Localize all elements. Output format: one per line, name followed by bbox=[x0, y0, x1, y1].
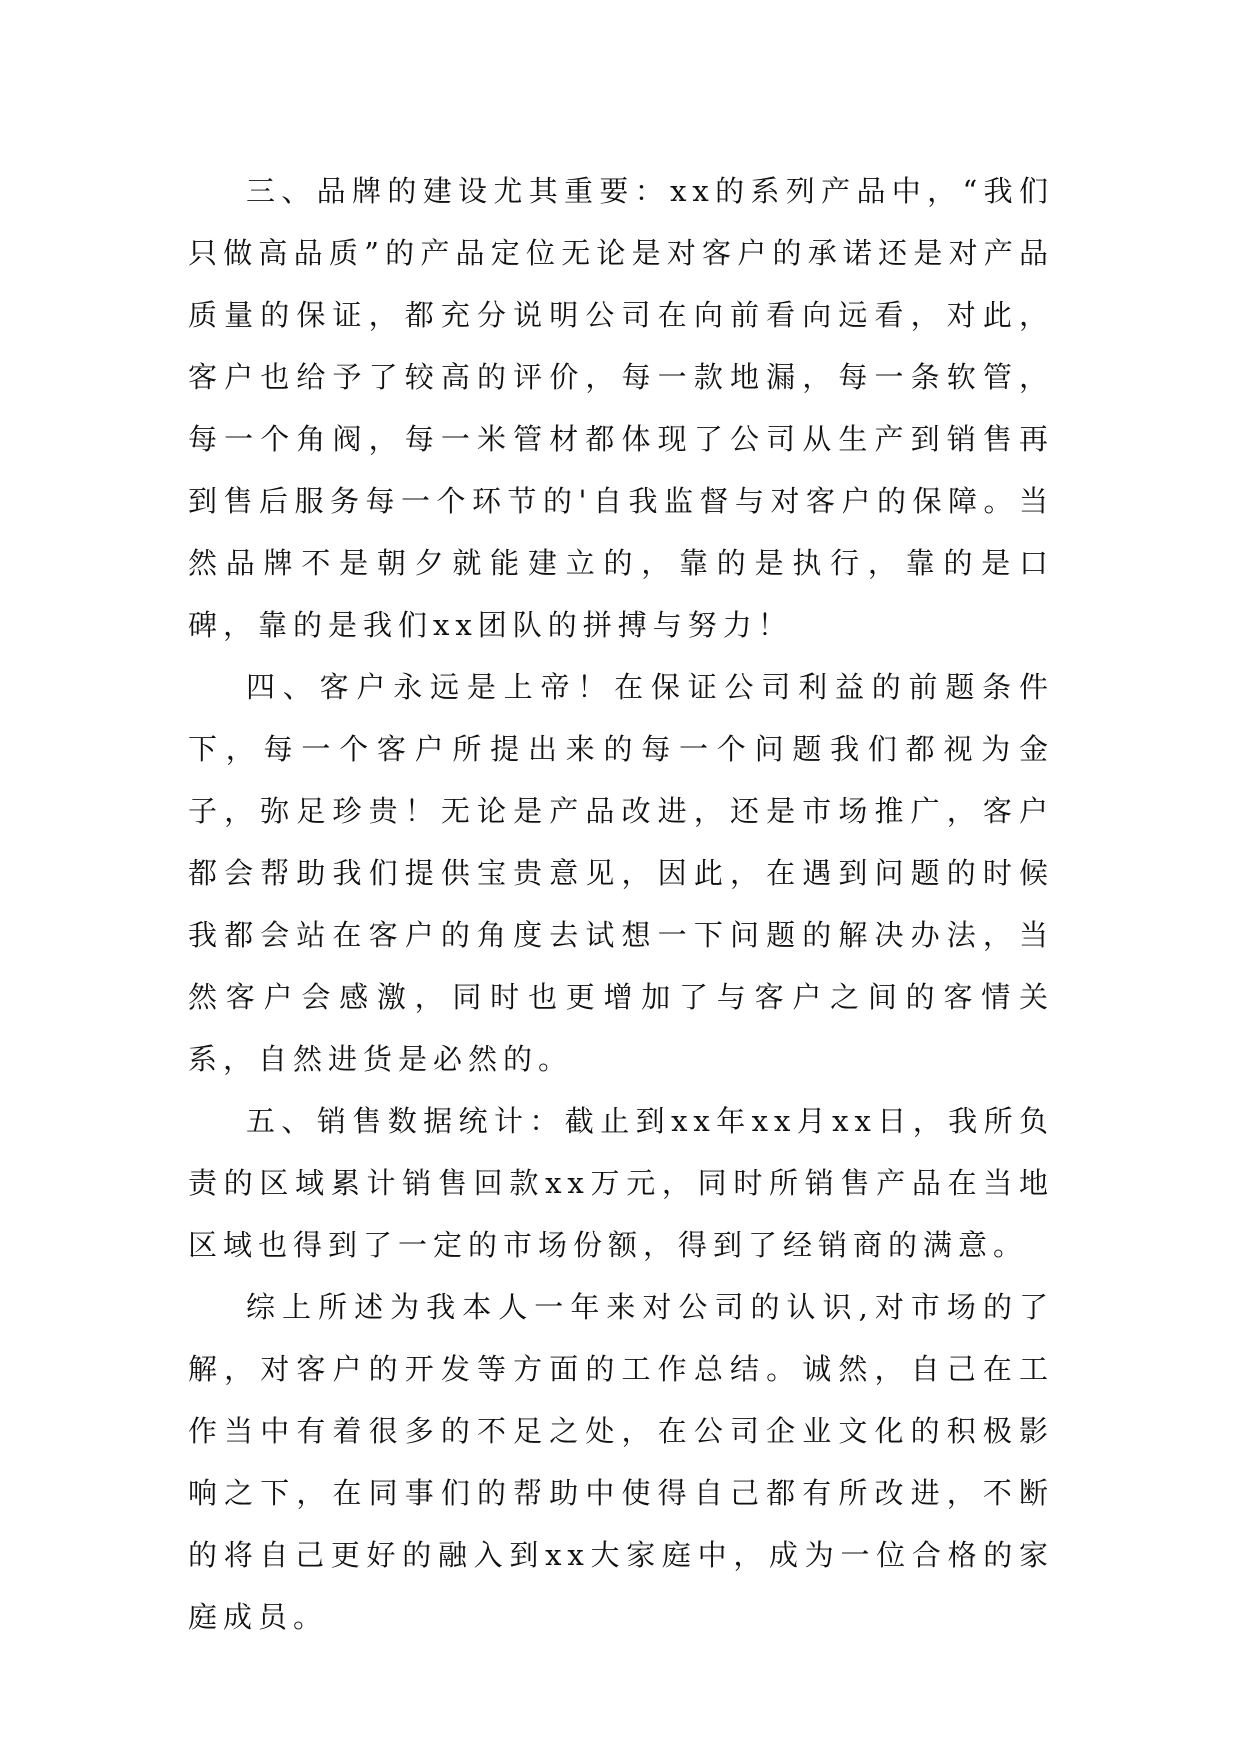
paragraph-customer-first: 四、客户永远是上帝！在保证公司利益的前题条件下，每一个客户所提出来的每一个问题我们都视为金子，弥足珍贵！无论是产品改进，还是市场推广，客户都会帮助我们提供宝贵意见，因此，在遇到问题的时候我都会站在客户的角度去试想一下问题的解决办法，当然客户会感激，同时也更增加了与客户之间的客情关系，自然进货是必然的。 bbox=[188, 670, 1054, 1076]
paragraph-summary: 综上所述为我本人一年来对公司的认识,对市场的了解，对客户的开发等方面的工作总结。诚然，自己在工作当中有着很多的不足之处，在公司企业文化的积极影响之下，在同事们的帮助中使得自己都有所改进，不断的将自己更好的融入到xx大家庭中，成为一位合格的家庭成员。 bbox=[188, 1290, 1054, 1634]
paragraph-brand-building: 三、品牌的建设尤其重要：xx的系列产品中，“我们只做高品质”的产品定位无论是对客户的承诺还是对产品质量的保证，都充分说明公司在向前看向远看，对此，客户也给予了较高的评价，每一款地漏，每一条软管，每一个角阀，每一米管材都体现了公司从生产到销售再到售后服务每一个环节的'自我监督与对客户的保障。当然品牌不是朝夕就能建立的，靠的是执行，靠的是口碑，靠的是我们xx团队的拼搏与努力！ bbox=[188, 174, 1054, 642]
paragraph-sales-statistics: 五、销售数据统计：截止到xx年xx月xx日，我所负责的区域累计销售回款xx万元，同时所销售产品在当地区域也得到了一定的市场份额，得到了经销商的满意。 bbox=[188, 1104, 1054, 1262]
document-body bbox=[188, 160, 1054, 1648]
